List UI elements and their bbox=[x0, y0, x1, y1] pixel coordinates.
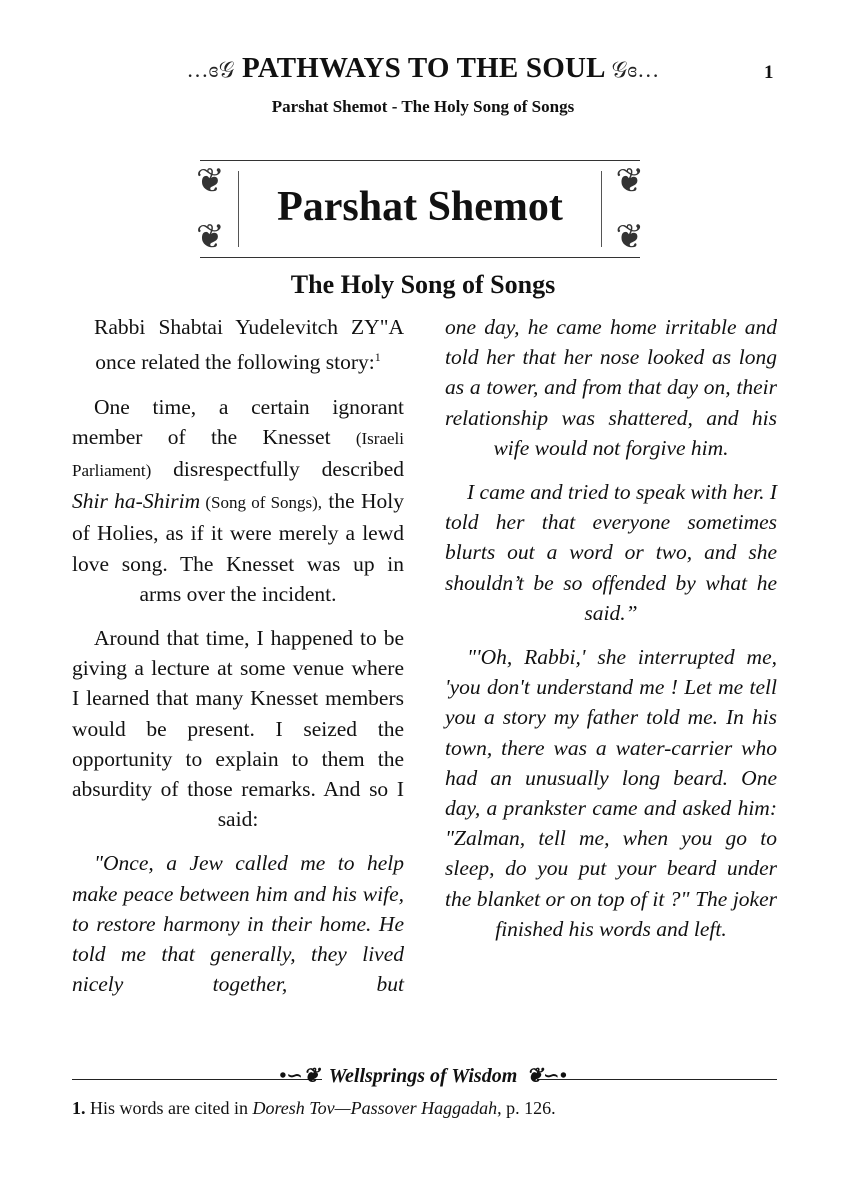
scroll-ornament-icon: ❦ bbox=[196, 163, 225, 200]
footnote-text: , p. 126. bbox=[497, 1098, 556, 1118]
footnote-ref[interactable]: 1 bbox=[374, 350, 381, 365]
footnote bbox=[72, 1098, 556, 1119]
footnote-text: His words are cited in bbox=[85, 1098, 253, 1118]
book-title: PATHWAYS TO THE SOUL bbox=[241, 52, 605, 84]
paragraph-text: (Israeli Parliament) bbox=[72, 428, 404, 480]
running-header bbox=[0, 52, 846, 85]
scroll-ornament-icon: ❦ bbox=[196, 219, 225, 256]
section-title: The Holy Song of Songs bbox=[290, 270, 556, 299]
scroll-ornament-icon: ❦ bbox=[615, 219, 644, 256]
paragraph-text: (Song of Songs), bbox=[200, 493, 323, 513]
title-frame bbox=[196, 160, 644, 258]
paragraph-text: the Holy of Holies, as if it were merely a lewd love song. The Knesset was up in arms over the incident. bbox=[72, 489, 404, 606]
footnote-source: Doresh Tov—Passover Haggadah bbox=[252, 1098, 498, 1118]
paragraph-text: One time, a certain ignorant member of the Knesset bbox=[72, 394, 404, 449]
ornament-right-icon: 𝒢ɞ… bbox=[611, 57, 660, 82]
paragraph: Around that time, I happened to be giving a lecture at some venue where I learned that many Knesset members would be present. I seized the opportunity to explain to them the absurdity of those remarks. And so I said: bbox=[72, 625, 404, 832]
paragraph bbox=[72, 312, 404, 378]
right-column bbox=[445, 312, 777, 958]
chapter-title: Parshat Shemot bbox=[277, 184, 563, 230]
scroll-ornament-icon: ❦ bbox=[615, 163, 644, 200]
running-subtitle: Parshat Shemot - The Holy Song of Songs bbox=[271, 97, 575, 116]
footer-label bbox=[0, 1063, 846, 1088]
paragraph: I came and tried to speak with her. I told her that everyone sometimes blurts out a word or two, and she shouldn’t be so offended by what he said.” bbox=[445, 480, 777, 625]
paragraph bbox=[72, 392, 404, 609]
paragraph-text: Shir ha-Shirim bbox=[72, 489, 201, 514]
paragraph-text: Rabbi Shabtai Yudelevitch ZY"A once related the following story: bbox=[94, 315, 404, 375]
footer-title: Wellsprings of Wisdom bbox=[325, 1065, 522, 1087]
ornament-left-icon: …ɞ𝒢 bbox=[186, 57, 235, 82]
paragraph: "'Oh, Rabbi,' she interrupted me, 'you don't understand me ! Let me tell you a story my father told me. In his town, there was a water-carrier who had an unusually long beard. One day, a prankster came and asked him: "Zalman, tell me, when you go to sleep, do you put your beard under the blanket or on top of it ?" The joker finished his words and left. bbox=[445, 645, 777, 941]
page-number: 1 bbox=[764, 62, 774, 83]
footnote-number: 1. bbox=[72, 1098, 86, 1118]
ornament-right-icon: ❦∽• bbox=[526, 1065, 567, 1087]
ornament-left-icon: •∽❦ bbox=[279, 1065, 320, 1087]
paragraph: one day, he came home irritable and told her that her nose looked as long as a tower, and from that day on, their relationship was shattered, and his wife would not forgive him. bbox=[445, 315, 777, 460]
left-column bbox=[72, 312, 404, 1013]
paragraph: "Once, a Jew called me to help make peace between him and his wife, to restore harmony in their home. He told me that generally, they lived nicely together, but bbox=[72, 851, 404, 997]
paragraph-text: disrespectfully described bbox=[151, 456, 404, 481]
